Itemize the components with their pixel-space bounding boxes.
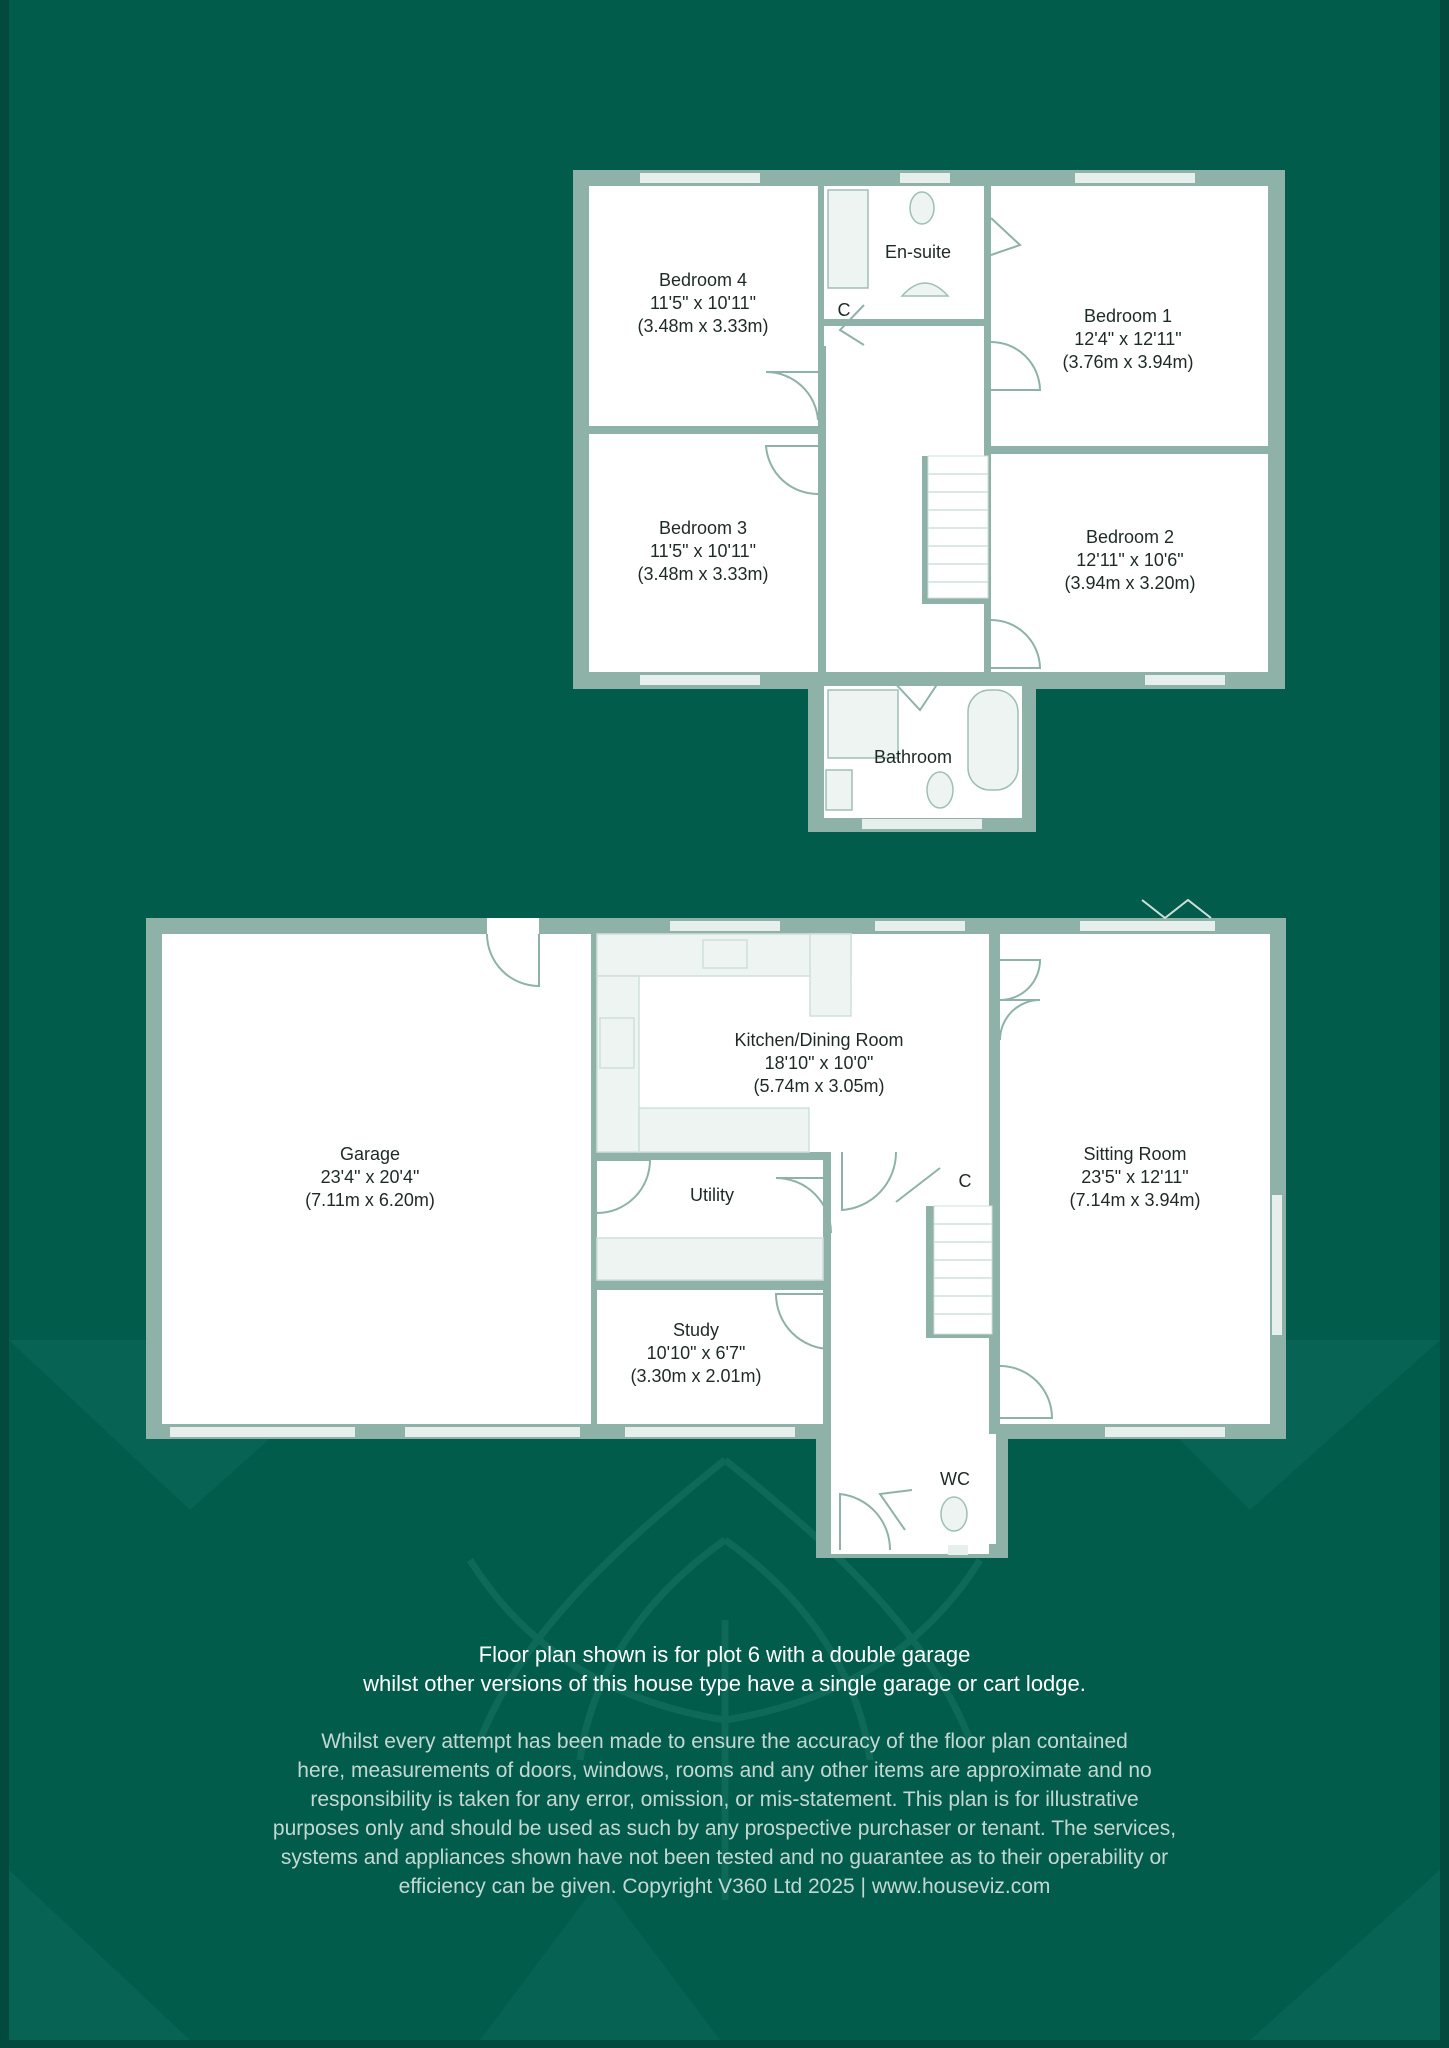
disclaimer: [0, 1727, 1449, 1901]
room-name: En-suite: [884, 242, 952, 262]
room-name: Study: [672, 1320, 720, 1340]
room-label-sitting-room: [1069, 1143, 1200, 1212]
cupboard-floor: [824, 326, 864, 346]
room-label-bedroom-2: [1064, 526, 1195, 595]
cupboard-letter: C: [958, 1171, 972, 1191]
room-label-bedroom-3: [637, 517, 768, 586]
room-label-bedroom-1: [1062, 305, 1193, 374]
first-floor-stairs: [928, 456, 988, 598]
room-size-metric: (3.48m x 3.33m): [637, 316, 769, 336]
room-label-en-suite: [885, 241, 951, 264]
room-name: Utility: [690, 1185, 734, 1205]
room-label-garage: [305, 1143, 435, 1212]
room-size-metric: (3.76m x 3.94m): [1062, 352, 1194, 372]
wc-toilet: [941, 1497, 967, 1531]
room-name: Kitchen/Dining Room: [734, 1030, 904, 1050]
room-size-imperial: 10'10" x 6'7": [646, 1343, 746, 1363]
room-label-wc: [940, 1468, 970, 1491]
plan-caption: [0, 1640, 1449, 1698]
room-size-imperial: 11'5" x 10'11": [649, 541, 757, 561]
room-label-kitchen-dining: [734, 1029, 903, 1098]
bottom-edge: [0, 2040, 1449, 2048]
room-size-metric: (7.11m x 6.20m): [305, 1190, 435, 1210]
room-size-imperial: 11'5" x 10'11": [649, 293, 757, 313]
caption-line-1: Floor plan shown is for plot 6 with a double garage: [478, 1642, 971, 1667]
caption-line-2: whilst other versions of this house type have a single garage or cart lodge.: [363, 1671, 1086, 1696]
understairs-cupboard-floor: [897, 1160, 989, 1202]
room-size-metric: (5.74m x 3.05m): [753, 1076, 885, 1096]
room-size-metric: (3.94m x 3.20m): [1064, 573, 1196, 593]
disclaimer-line: efficiency can be given. Copyright V360 Ltd 2025 | www.houseviz.com: [398, 1875, 1051, 1898]
utility-units: [597, 1238, 823, 1280]
patio-bifold-door: [1142, 900, 1211, 918]
room-name: Bedroom 1: [1083, 306, 1173, 326]
room-size-metric: (3.30m x 2.01m): [630, 1366, 762, 1386]
room-size-imperial: 23'4" x 20'4": [320, 1167, 420, 1187]
room-name: Bedroom 4: [658, 270, 748, 290]
disclaimer-line: Whilst every attempt has been made to ensure the accuracy of the floor plan contained: [321, 1730, 1128, 1753]
ground-floor-plan: [146, 900, 1286, 1558]
room-name: WC: [940, 1469, 970, 1489]
room-name: Bedroom 2: [1085, 527, 1175, 547]
room-size-metric: (7.14m x 3.94m): [1069, 1190, 1201, 1210]
ground-floor-stairs: [934, 1206, 992, 1334]
disclaimer-line: responsibility is taken for any error, omission, or mis-statement. This plan is for illustrative: [310, 1788, 1139, 1811]
room-size-imperial: 23'5" x 12'11": [1081, 1167, 1189, 1187]
room-name: Garage: [339, 1144, 401, 1164]
room-name: Sitting Room: [1083, 1144, 1187, 1164]
room-size-imperial: 12'4" x 12'11": [1074, 329, 1182, 349]
room-name: Bedroom 3: [658, 518, 748, 538]
room-label-study: [630, 1319, 761, 1388]
disclaimer-line: systems and appliances shown have not been tested and no guarantee as to their operability or: [280, 1846, 1169, 1869]
room-label-bedroom-4: [637, 269, 768, 338]
room-name: Bathroom: [873, 747, 953, 767]
garage-side-door-gap: [487, 918, 539, 934]
cupboard-letter: C: [837, 300, 851, 320]
room-label-utility: [690, 1184, 734, 1207]
room-label-bathroom: [874, 746, 952, 769]
disclaimer-line: here, measurements of doors, windows, rooms and any other items are approximate and no: [297, 1759, 1152, 1782]
cupboard-label-first-floor: [838, 299, 851, 322]
room-size-imperial: 12'11" x 10'6": [1076, 550, 1184, 570]
room-size-imperial: 18'10" x 10'0": [764, 1053, 874, 1073]
disclaimer-line: purposes only and should be used as such by any prospective purchaser or tenant. The services,: [272, 1817, 1177, 1840]
motif-diamond-bottom: [480, 1880, 720, 2040]
cupboard-label-ground-floor: [959, 1170, 972, 1193]
room-size-metric: (3.48m x 3.33m): [637, 564, 769, 584]
